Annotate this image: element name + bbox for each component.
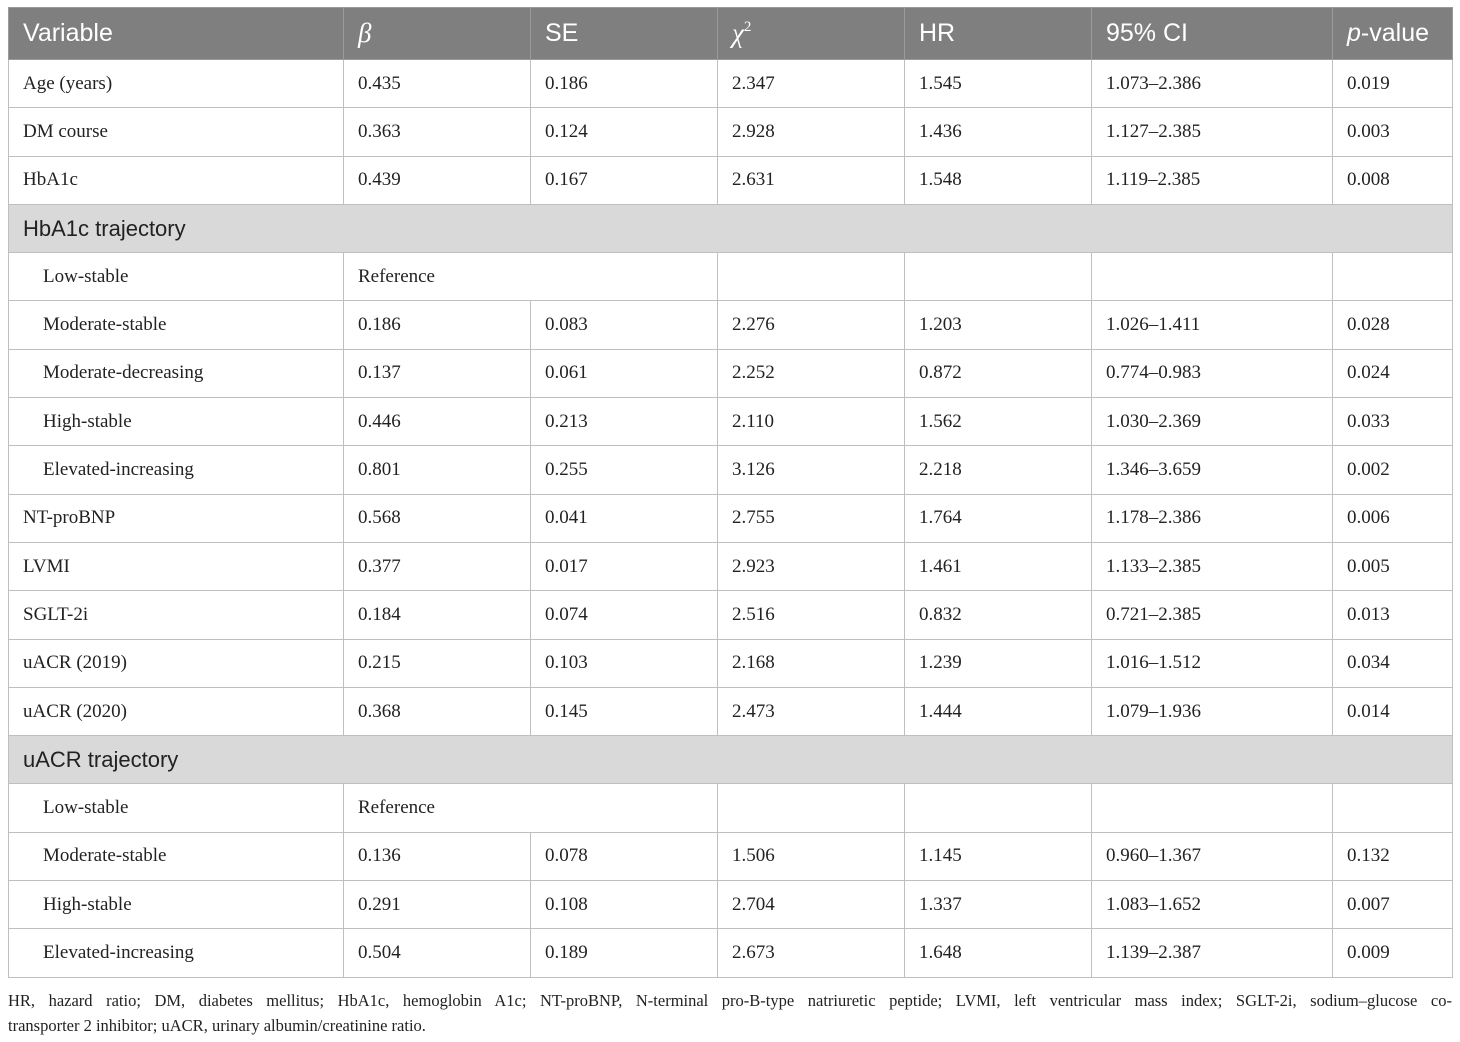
cell-variable: High-stable <box>9 398 344 446</box>
cell-beta: 0.215 <box>344 639 531 687</box>
cell-se: 0.078 <box>531 832 718 880</box>
footnote-line-2: transporter 2 inhibitor; uACR, urinary albumin/creatinine ratio. <box>8 1016 426 1035</box>
table-row <box>9 446 1453 494</box>
cell-beta: 0.439 <box>344 156 531 204</box>
table-row <box>9 494 1453 542</box>
footnote-line-1: HR, hazard ratio; DM, diabetes mellitus; HbA1c, hemoglobin A1c; NT-proBNP, N-terminal pro-B-type natriuretic peptide; LVMI, left ventricular mass index; SGLT-2i, sodium–glucose co- <box>8 991 1452 1010</box>
header-p-value <box>1333 8 1453 60</box>
cell-chi-square: 2.168 <box>718 639 905 687</box>
table-row <box>9 639 1453 687</box>
header-chi-square <box>718 8 905 60</box>
cell-se: 0.103 <box>531 639 718 687</box>
cell-empty <box>905 253 1092 301</box>
cell-ci: 1.073–2.386 <box>1092 60 1333 108</box>
table-header-row <box>9 8 1453 60</box>
cell-p-value: 0.024 <box>1333 349 1453 397</box>
header-se: SE <box>531 8 718 60</box>
cell-ci: 1.133–2.385 <box>1092 542 1333 590</box>
cell-empty <box>1333 253 1453 301</box>
cell-se: 0.108 <box>531 881 718 929</box>
cell-beta: 0.137 <box>344 349 531 397</box>
cell-ci: 1.346–3.659 <box>1092 446 1333 494</box>
cell-hr: 0.872 <box>905 349 1092 397</box>
cell-ci: 1.119–2.385 <box>1092 156 1333 204</box>
cell-variable: Moderate-stable <box>9 301 344 349</box>
cell-ci: 1.139–2.387 <box>1092 929 1333 977</box>
cell-hr: 1.203 <box>905 301 1092 349</box>
section-label: HbA1c trajectory <box>9 204 1453 252</box>
cell-chi-square: 2.673 <box>718 929 905 977</box>
cell-beta: 0.568 <box>344 494 531 542</box>
cell-reference: Reference <box>344 784 718 832</box>
cell-variable: Moderate-decreasing <box>9 349 344 397</box>
cell-chi-square: 2.473 <box>718 687 905 735</box>
cell-ci: 1.079–1.936 <box>1092 687 1333 735</box>
cell-empty <box>718 253 905 301</box>
reference-row <box>9 784 1453 832</box>
cell-hr: 0.832 <box>905 591 1092 639</box>
cell-chi-square: 2.923 <box>718 542 905 590</box>
cell-chi-square: 2.276 <box>718 301 905 349</box>
cell-variable: Elevated-increasing <box>9 929 344 977</box>
cell-chi-square: 2.928 <box>718 108 905 156</box>
cell-empty <box>905 784 1092 832</box>
cell-ci: 0.960–1.367 <box>1092 832 1333 880</box>
table-row <box>9 301 1453 349</box>
cell-chi-square: 2.516 <box>718 591 905 639</box>
cell-beta: 0.363 <box>344 108 531 156</box>
cell-chi-square: 2.631 <box>718 156 905 204</box>
table-row <box>9 687 1453 735</box>
cell-se: 0.061 <box>531 349 718 397</box>
cell-se: 0.041 <box>531 494 718 542</box>
cell-chi-square: 1.506 <box>718 832 905 880</box>
cell-ci: 0.774–0.983 <box>1092 349 1333 397</box>
cell-se: 0.017 <box>531 542 718 590</box>
cell-p-value: 0.006 <box>1333 494 1453 542</box>
header-hr: HR <box>905 8 1092 60</box>
cell-p-value: 0.014 <box>1333 687 1453 735</box>
cell-p-value: 0.033 <box>1333 398 1453 446</box>
table-row <box>9 929 1453 977</box>
cell-beta: 0.368 <box>344 687 531 735</box>
cell-se: 0.074 <box>531 591 718 639</box>
cell-p-value: 0.013 <box>1333 591 1453 639</box>
cell-beta: 0.184 <box>344 591 531 639</box>
cell-beta: 0.377 <box>344 542 531 590</box>
cell-p-value: 0.003 <box>1333 108 1453 156</box>
cell-p-value: 0.005 <box>1333 542 1453 590</box>
cell-ci: 1.083–1.652 <box>1092 881 1333 929</box>
cell-variable: Elevated-increasing <box>9 446 344 494</box>
table-row <box>9 60 1453 108</box>
table-container <box>8 7 1452 978</box>
cell-beta: 0.446 <box>344 398 531 446</box>
reference-row <box>9 253 1453 301</box>
table-row <box>9 108 1453 156</box>
cell-empty <box>1333 784 1453 832</box>
cell-variable: NT-proBNP <box>9 494 344 542</box>
cell-chi-square: 2.755 <box>718 494 905 542</box>
cell-se: 0.145 <box>531 687 718 735</box>
table-body <box>9 60 1453 978</box>
cell-ci: 1.030–2.369 <box>1092 398 1333 446</box>
cell-beta: 0.801 <box>344 446 531 494</box>
chi-superscript: 2 <box>743 19 752 35</box>
header-ci: 95% CI <box>1092 8 1333 60</box>
cell-beta: 0.136 <box>344 832 531 880</box>
cell-hr: 1.764 <box>905 494 1092 542</box>
cell-se: 0.255 <box>531 446 718 494</box>
cell-ci: 1.016–1.512 <box>1092 639 1333 687</box>
cell-se: 0.167 <box>531 156 718 204</box>
cell-variable: Low-stable <box>9 253 344 301</box>
p-italic: p <box>1347 19 1361 47</box>
section-label: uACR trajectory <box>9 736 1453 784</box>
cell-hr: 1.337 <box>905 881 1092 929</box>
cell-beta: 0.435 <box>344 60 531 108</box>
cell-p-value: 0.028 <box>1333 301 1453 349</box>
cell-ci: 1.178–2.386 <box>1092 494 1333 542</box>
cell-chi-square: 2.347 <box>718 60 905 108</box>
cell-chi-square: 2.110 <box>718 398 905 446</box>
cell-ci: 0.721–2.385 <box>1092 591 1333 639</box>
cell-empty <box>1092 253 1333 301</box>
table-row <box>9 398 1453 446</box>
cell-p-value: 0.008 <box>1333 156 1453 204</box>
cell-hr: 1.239 <box>905 639 1092 687</box>
cell-variable: Moderate-stable <box>9 832 344 880</box>
cell-beta: 0.186 <box>344 301 531 349</box>
cell-empty <box>718 784 905 832</box>
cell-hr: 1.545 <box>905 60 1092 108</box>
cell-variable: DM course <box>9 108 344 156</box>
cell-ci: 1.026–1.411 <box>1092 301 1333 349</box>
section-header-row <box>9 736 1453 784</box>
cell-se: 0.124 <box>531 108 718 156</box>
table-row <box>9 542 1453 590</box>
cell-p-value: 0.034 <box>1333 639 1453 687</box>
header-beta: β <box>344 8 531 60</box>
cell-beta: 0.291 <box>344 881 531 929</box>
cell-hr: 1.548 <box>905 156 1092 204</box>
cell-p-value: 0.019 <box>1333 60 1453 108</box>
cell-variable: Low-stable <box>9 784 344 832</box>
cell-se: 0.083 <box>531 301 718 349</box>
cell-hr: 1.461 <box>905 542 1092 590</box>
cell-variable: LVMI <box>9 542 344 590</box>
table-row <box>9 349 1453 397</box>
cell-hr: 1.562 <box>905 398 1092 446</box>
table-row <box>9 881 1453 929</box>
cell-hr: 1.444 <box>905 687 1092 735</box>
cell-p-value: 0.009 <box>1333 929 1453 977</box>
cell-chi-square: 3.126 <box>718 446 905 494</box>
cell-se: 0.189 <box>531 929 718 977</box>
cell-reference: Reference <box>344 253 718 301</box>
cell-p-value: 0.002 <box>1333 446 1453 494</box>
table-footnote <box>8 988 1452 1038</box>
cell-variable: High-stable <box>9 881 344 929</box>
cell-chi-square: 2.252 <box>718 349 905 397</box>
cell-beta: 0.504 <box>344 929 531 977</box>
results-table <box>8 7 1453 978</box>
cell-p-value: 0.132 <box>1333 832 1453 880</box>
table-row <box>9 832 1453 880</box>
cell-ci: 1.127–2.385 <box>1092 108 1333 156</box>
table-row <box>9 156 1453 204</box>
cell-hr: 1.436 <box>905 108 1092 156</box>
cell-empty <box>1092 784 1333 832</box>
cell-hr: 1.648 <box>905 929 1092 977</box>
cell-variable: HbA1c <box>9 156 344 204</box>
cell-variable: uACR (2020) <box>9 687 344 735</box>
table-row <box>9 591 1453 639</box>
p-rest: -value <box>1360 19 1429 47</box>
section-header-row <box>9 204 1453 252</box>
cell-variable: uACR (2019) <box>9 639 344 687</box>
cell-variable: SGLT-2i <box>9 591 344 639</box>
chi-symbol: χ <box>732 18 744 48</box>
header-variable: Variable <box>9 8 344 60</box>
cell-p-value: 0.007 <box>1333 881 1453 929</box>
cell-hr: 2.218 <box>905 446 1092 494</box>
cell-se: 0.186 <box>531 60 718 108</box>
cell-hr: 1.145 <box>905 832 1092 880</box>
cell-variable: Age (years) <box>9 60 344 108</box>
cell-se: 0.213 <box>531 398 718 446</box>
cell-chi-square: 2.704 <box>718 881 905 929</box>
